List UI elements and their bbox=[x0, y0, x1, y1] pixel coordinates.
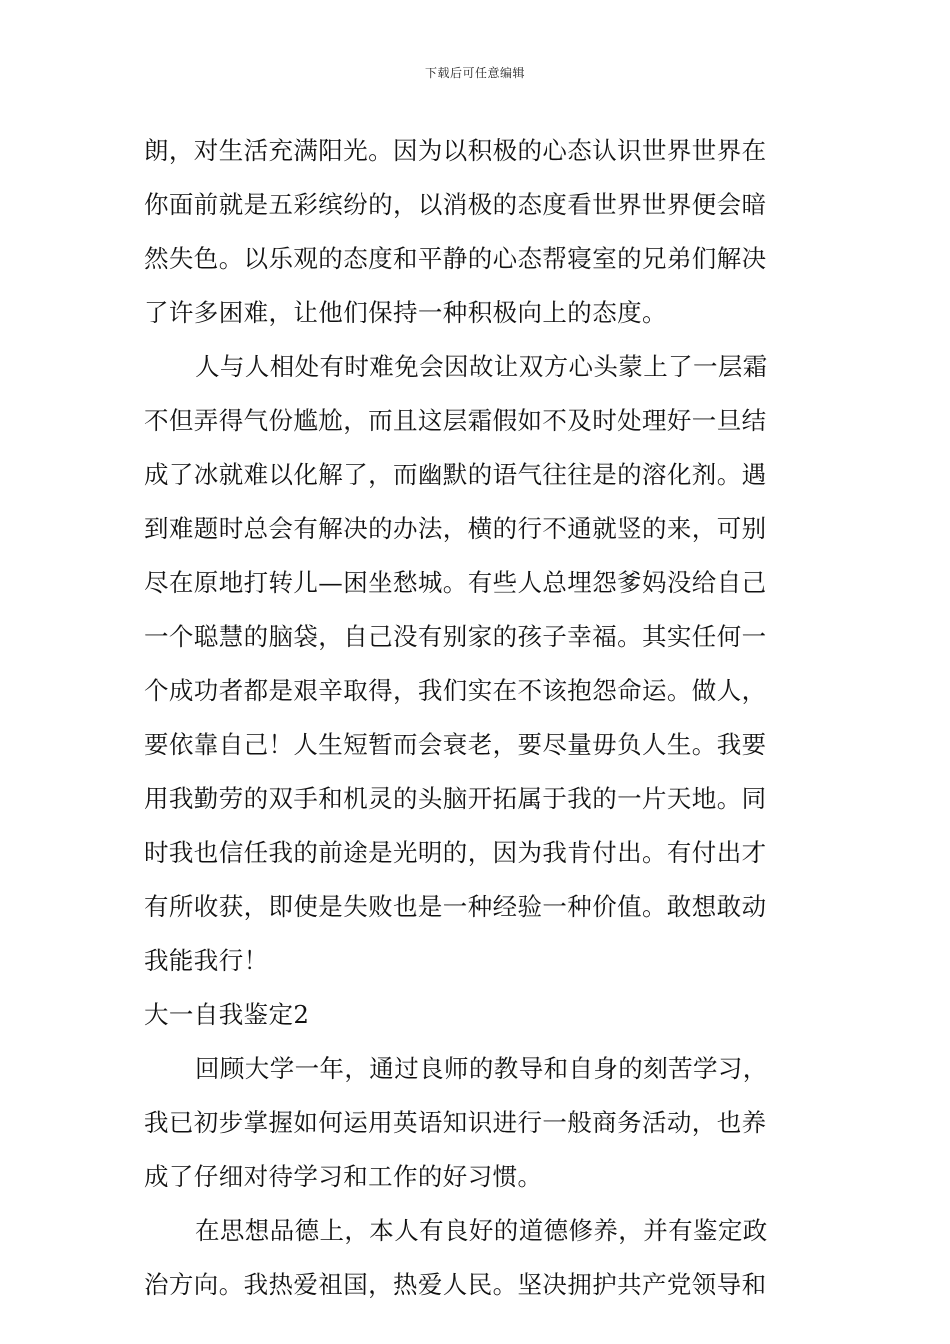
text-line: 成了冰就难以化解了，而幽默的语气往往是的溶化剂。遇 bbox=[144, 460, 767, 489]
document-body bbox=[144, 124, 806, 1312]
text-line: 我已初步掌握如何运用英语知识进行一般商务活动，也养 bbox=[144, 1108, 767, 1137]
text-line: 用我勤劳的双手和机灵的头脑开拓属于我的一片天地。同 bbox=[144, 784, 767, 813]
text-line: 尽在原地打转儿—困坐愁城。有些人总埋怨爹妈没给自己 bbox=[144, 568, 767, 597]
text-line: 治方向。我热爱祖国，热爱人民。坚决拥护共产党领导和 bbox=[144, 1270, 767, 1299]
text-line: 一个聪慧的脑袋，自己没有别家的孩子幸福。其实任何一 bbox=[144, 622, 767, 651]
text-line: 不但弄得气份尴尬，而且这层霜假如不及时处理好一旦结 bbox=[144, 406, 767, 435]
text-line: 到难题时总会有解决的办法，横的行不通就竖的来，可别 bbox=[144, 514, 767, 543]
paragraph-start-line: 回顾大学一年，通过良师的教导和自身的刻苦学习， bbox=[195, 1054, 768, 1083]
text-line: 了许多困难，让他们保持一种积极向上的态度。 bbox=[144, 298, 667, 327]
text-line: 然失色。以乐观的态度和平静的心态帮寝室的兄弟们解决 bbox=[144, 244, 767, 273]
paragraph-start-line: 在思想品德上，本人有良好的道德修养，并有鉴定政 bbox=[195, 1216, 768, 1245]
section-heading: 大一自我鉴定2 bbox=[144, 1000, 310, 1029]
text-line: 朗，对生活充满阳光。因为以积极的心态认识世界世界在 bbox=[144, 136, 767, 165]
text-line: 成了仔细对待学习和工作的好习惯。 bbox=[144, 1162, 543, 1191]
text-line: 要依靠自己！人生短暂而会衰老，要尽量毋负人生。我要 bbox=[144, 730, 767, 759]
paragraph-start-line: 人与人相处有时难免会因故让双方心头蒙上了一层霜 bbox=[195, 352, 768, 381]
text-line: 你面前就是五彩缤纷的，以消极的态度看世界世界便会暗 bbox=[144, 190, 767, 219]
text-line: 时我也信任我的前途是光明的，因为我肯付出。有付出才 bbox=[144, 838, 767, 867]
page-header: 下载后可任意编辑 bbox=[424, 66, 525, 80]
text-line: 个成功者都是艰辛取得，我们实在不该抱怨命运。做人， bbox=[144, 676, 767, 705]
text-line: 我能我行！ bbox=[144, 946, 269, 975]
text-line: 有所收获，即使是失败也是一种经验一种价值。敢想敢动 bbox=[144, 892, 767, 921]
